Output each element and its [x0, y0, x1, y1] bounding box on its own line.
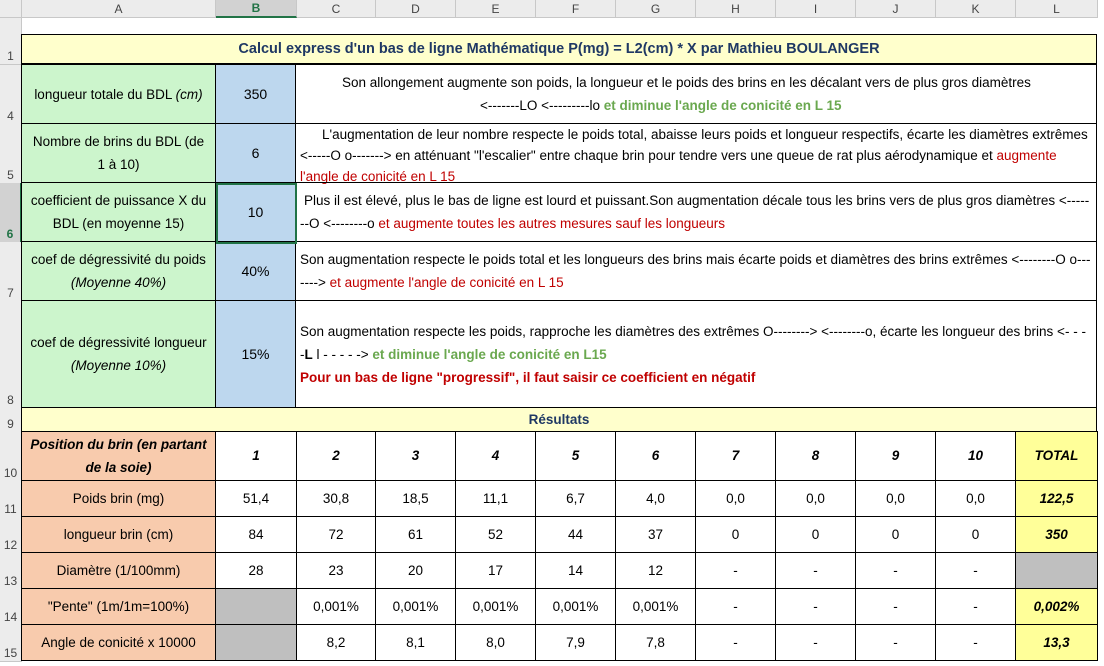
row-header-9[interactable]: 9	[0, 408, 22, 433]
param-label-note: (Moyenne 40%)	[70, 275, 167, 290]
table-cell: 0	[855, 516, 936, 553]
param-label-2	[21, 182, 216, 242]
desc-length-degress	[295, 300, 1097, 408]
column-header-d[interactable]: D	[376, 0, 456, 18]
active-cell-border	[216, 183, 297, 244]
row-header-5[interactable]: 5	[0, 124, 22, 184]
column-header-j[interactable]: J	[856, 0, 936, 18]
table-head-num: 1	[215, 431, 297, 481]
param-value-2[interactable]: 10	[215, 182, 296, 242]
desc-length-green: et diminue l'angle de conicité en L 15	[599, 98, 842, 113]
table-cell: 0,001%	[296, 588, 376, 625]
table-row-label: Diamètre (1/100mm)	[21, 552, 216, 589]
table-cell: 0,001%	[535, 588, 616, 625]
desc-length-line1: Son allongement augmente son poids, la longueur et le poids des brins en les décalant vers de plus gros diamètres	[342, 75, 1031, 90]
table-cell: 17	[455, 552, 536, 589]
desc-length	[295, 64, 1097, 124]
table-row-label: Poids brin (mg)	[21, 480, 216, 517]
desc-strands	[295, 123, 1097, 183]
table-cell: 0,0	[695, 480, 776, 517]
desc-weight-red: et augmente l'angle de conicité en L 15	[329, 275, 564, 290]
table-cell: 84	[215, 516, 297, 553]
table-row-label: Angle de conicité x 10000	[21, 624, 216, 661]
row-header-11[interactable]: 11	[0, 481, 22, 518]
table-head-num: 4	[455, 431, 536, 481]
table-row-label: "Pente" (1m/1m=100%)	[21, 588, 216, 625]
table-head-num: 9	[855, 431, 936, 481]
desc-strands-red: augmente l'angle de conicité en L 15	[300, 148, 1057, 184]
param-label-3	[21, 241, 216, 301]
table-cell: -	[695, 588, 776, 625]
column-header-g[interactable]: G	[616, 0, 696, 18]
table-cell: -	[695, 624, 776, 661]
table-cell: 52	[455, 516, 536, 553]
param-label-text: longueur totale du BDL	[34, 86, 176, 102]
table-row-total: 0,002%	[1015, 588, 1098, 625]
table-cell: 18,5	[375, 480, 456, 517]
table-row-total: 350	[1015, 516, 1098, 553]
table-head-num: 2	[296, 431, 376, 481]
param-label-text: coef de dégressivité longueur	[30, 335, 207, 350]
table-cell: 0,001%	[615, 588, 696, 625]
table-cell: 8,2	[296, 624, 376, 661]
table-cell: 20	[375, 552, 456, 589]
column-header-f[interactable]: F	[536, 0, 616, 18]
table-cell: 7,8	[615, 624, 696, 661]
table-cell: 0,001%	[375, 588, 456, 625]
select-all-corner[interactable]	[0, 0, 22, 18]
row-header-12[interactable]: 12	[0, 517, 22, 554]
desc-ldeg-L: L	[304, 347, 313, 362]
desc-power-text: Plus il est élevé, plus le bas de ligne est lourd et puissant.Son augmentation décale tous les brins vers de plus gros diamètres <-------O <--------o	[300, 193, 1090, 231]
row-header-14[interactable]: 14	[0, 589, 22, 626]
table-cell: -	[935, 624, 1016, 661]
column-header-k[interactable]: K	[936, 0, 1016, 18]
table-cell: -	[855, 588, 936, 625]
table-cell: -	[775, 588, 856, 625]
table-head-label: Position du brin (en partant de la soie)	[21, 431, 216, 481]
table-cell: 0	[775, 516, 856, 553]
table-cell: 0	[935, 516, 1016, 553]
param-value-1[interactable]: 6	[215, 123, 296, 183]
param-value-0[interactable]: 350	[215, 64, 296, 124]
desc-ldeg-arrow: l - - - - ->	[312, 347, 369, 362]
table-cell: 0,0	[935, 480, 1016, 517]
column-header-a[interactable]: A	[22, 0, 216, 18]
row-header-10[interactable]: 10	[0, 432, 22, 482]
table-cell: 14	[535, 552, 616, 589]
column-header-e[interactable]: E	[456, 0, 536, 18]
table-cell: 28	[215, 552, 297, 589]
table-cell: 51,4	[215, 480, 297, 517]
desc-ldeg-text: Son augmentation respecte les poids, rapproche les diamètres des extrêmes O--------> <--------o, écarte les longueur des brins <- - - -	[300, 324, 1086, 362]
param-label-text: Nombre de brins du BDL (de 1 à 10)	[32, 134, 205, 172]
table-cell: -	[855, 552, 936, 589]
page-title: Calcul express d'un bas de ligne Mathématique P(mg) = L2(cm) * X par Mathieu BOULANGER	[21, 34, 1097, 64]
desc-ldeg-red: Pour un bas de ligne "progressif", il faut saisir ce coefficient en négatif	[300, 370, 756, 385]
table-cell: -	[695, 552, 776, 589]
row-header-7[interactable]: 7	[0, 242, 22, 302]
param-value-4[interactable]: 15%	[215, 300, 296, 408]
table-cell: -	[855, 624, 936, 661]
table-cell	[215, 624, 297, 661]
table-head-num: 6	[615, 431, 696, 481]
table-cell: 7,9	[535, 624, 616, 661]
table-cell: -	[935, 588, 1016, 625]
desc-weight-degress	[295, 241, 1097, 301]
table-cell: 0,0	[775, 480, 856, 517]
table-head-num: 8	[775, 431, 856, 481]
results-title: Résultats	[21, 407, 1097, 432]
desc-weight-text: Son augmentation respecte le poids total et les longueurs des brins mais écarte poids et diamètres des brins extrêmes <--------O o------->	[300, 252, 1091, 290]
table-cell: 72	[296, 516, 376, 553]
param-label-note: (Moyenne 10%)	[70, 358, 167, 373]
table-cell: 11,1	[455, 480, 536, 517]
column-header-c[interactable]: C	[297, 0, 376, 18]
table-cell: 0,001%	[455, 588, 536, 625]
param-label-text: coefficient de puissance X du BDL (en moyenne 15)	[30, 193, 207, 231]
table-head-total: TOTAL	[1015, 431, 1098, 481]
table-cell: 8,1	[375, 624, 456, 661]
desc-power-red: et augmente toutes les autres mesures sauf les longueurs	[374, 216, 726, 231]
table-cell: 12	[615, 552, 696, 589]
table-cell: 23	[296, 552, 376, 589]
table-row-label: longueur brin (cm)	[21, 516, 216, 553]
table-cell: 44	[535, 516, 616, 553]
row-header-1[interactable]: 1	[0, 18, 22, 65]
row-header-13[interactable]: 13	[0, 553, 22, 590]
row-header-8[interactable]: 8	[0, 301, 22, 409]
table-cell	[215, 588, 297, 625]
table-cell: -	[935, 552, 1016, 589]
row-header-15[interactable]: 15	[0, 625, 22, 662]
table-cell: -	[775, 552, 856, 589]
desc-strands-text: L'augmentation de leur nombre respecte le poids total, abaisse leurs poids et longueur respectifs, écarte les diamètres extrêmes <-----O o-------> en atténuant "l'escalier" entre chaque brin pour tendre vers une queue de rat plus aérodynamique et	[300, 127, 1088, 163]
table-cell: 8,0	[455, 624, 536, 661]
column-header-l[interactable]: L	[1016, 0, 1098, 18]
row-header-6[interactable]: 6	[0, 183, 22, 243]
param-label-4	[21, 300, 216, 408]
table-head-num: 7	[695, 431, 776, 481]
table-cell: 4,0	[615, 480, 696, 517]
table-cell: 37	[615, 516, 696, 553]
table-cell: 61	[375, 516, 456, 553]
table-head-num: 10	[935, 431, 1016, 481]
desc-power	[295, 182, 1097, 242]
row-header-4[interactable]: 4	[0, 65, 22, 125]
table-cell: 6,7	[535, 480, 616, 517]
table-head-num: 3	[375, 431, 456, 481]
desc-ldeg-green: et diminue l'angle de conicité en L15	[368, 347, 607, 362]
param-label-0	[21, 64, 216, 124]
table-row-total	[1015, 552, 1098, 589]
table-row-total: 122,5	[1015, 480, 1098, 517]
param-label-text: coef de dégressivité du poids	[31, 252, 206, 267]
column-header-i[interactable]: I	[776, 0, 856, 18]
table-row-total: 13,3	[1015, 624, 1098, 661]
table-head-num: 5	[535, 431, 616, 481]
param-label-note: (cm)	[175, 86, 203, 102]
column-header-b[interactable]: B	[216, 0, 297, 18]
table-cell: 30,8	[296, 480, 376, 517]
column-header-h[interactable]: H	[696, 0, 776, 18]
param-value-3[interactable]: 40%	[215, 241, 296, 301]
desc-length-arrows: <-------LO <---------lo	[480, 98, 600, 113]
table-cell: 0,0	[855, 480, 936, 517]
param-label-1	[21, 123, 216, 183]
table-cell: -	[775, 624, 856, 661]
table-cell: 0	[695, 516, 776, 553]
